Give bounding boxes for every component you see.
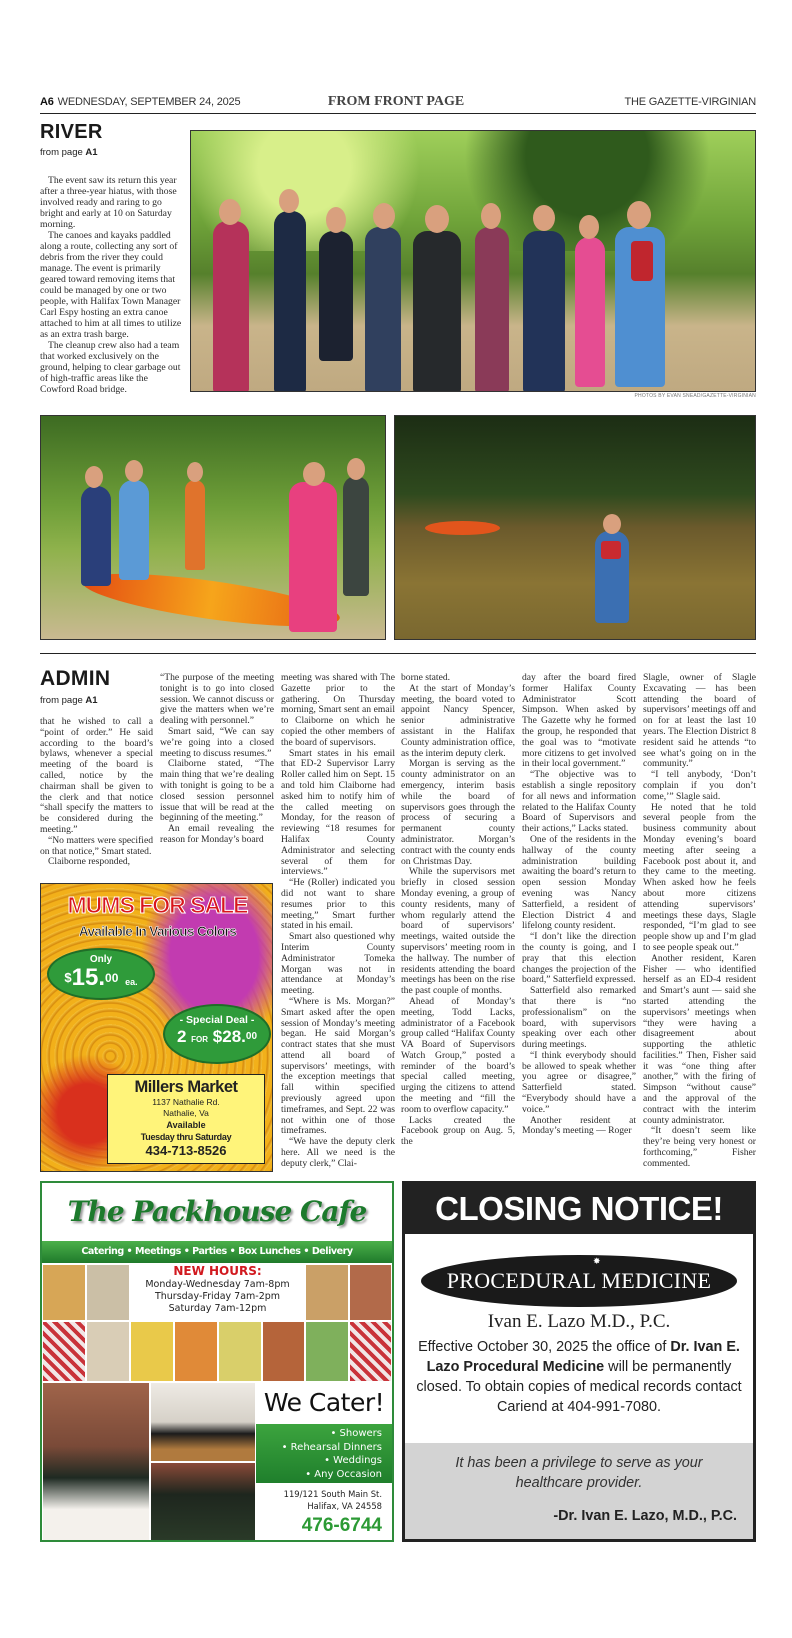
we-cater-heading: We Cater!	[256, 1382, 392, 1424]
paragraph: Smart said, “We can say we’re going into a closed meeting to discuss resumes.”	[160, 725, 274, 759]
river-wading-photo	[394, 415, 756, 640]
river-group-photo	[190, 130, 756, 392]
paragraph: “I think everybody should be allowed to speak whether you agree or disagree,” Satterfield stated. “Everybody should have a voice.”	[522, 1049, 636, 1115]
body-text: will be permanently closed. To obtain copies of medical records contact Cariend at 404-991-7080.	[416, 1359, 742, 1415]
paragraph: meeting was shared with The Gazette prior to the gathering. On Thursday morning, Smart sent an email to Claiborne on which he copied the other members of the board of supervisors.	[281, 672, 395, 748]
millers-market-ad	[40, 883, 273, 1172]
admin-jump-line	[40, 695, 98, 706]
services-bar: Catering • Meetings • Parties • Box Lunches • Delivery	[42, 1241, 392, 1263]
occasions-list	[256, 1424, 392, 1483]
admin-column-6	[643, 673, 756, 1170]
paragraph: Ahead of Monday’s meeting, Todd Lacks, administrator of a Facebook group called “Halifax County VA Board of Supervisors Watch Group,” posted a reminder of the board’s special called meeting, urging the citizens to attend the meeting and “fill the room to overflow capacity.”	[401, 995, 515, 1115]
issue-date: WEDNESDAY, SEPTEMBER 24, 2025	[57, 96, 241, 108]
paragraph: “We have the deputy clerk here. All we need is the deputy clerk,” Clai-	[281, 1136, 395, 1169]
closing-headline: CLOSING NOTICE!	[405, 1184, 753, 1234]
paragraph: Morgan is serving as the county administrator on an emergency, interim basis while the board of supervisors goes through the process of securing a permanent county administrator. Morgan’s contract with the county ends on Christmas Day.	[401, 758, 515, 867]
admin-column-3	[281, 673, 395, 1170]
page-number: A6	[40, 96, 54, 108]
availability-days: Tuesday thru Saturday	[140, 1132, 232, 1142]
paragraph: that he wished to call a “point of order.” He said according to the board’s bylaws, whenever a special meeting of the board is called, notice by the chairman shall be given to the clerk and that notice “shall specify the matters to be considered during the meeting.”	[40, 716, 153, 835]
price-currency: $	[64, 970, 72, 985]
address-line-2: Halifax, VA 24558	[307, 1501, 382, 1511]
deal-qty: 2	[176, 1027, 187, 1046]
price-whole: 15.	[71, 964, 106, 991]
millers-market-info	[107, 1074, 265, 1164]
price-cents: 00	[105, 971, 119, 985]
starburst-icon: ✸	[593, 1256, 601, 1266]
section-title: FROM FRONT PAGE	[327, 94, 465, 109]
hours-line: Saturday 7am-12pm	[168, 1303, 267, 1314]
paragraph: While the supervisors met briefly in closed session Monday evening, a group of county residents, many of whom regularly attend the board of supervisors’ meetings, waited outside the supervisors’ meeting room in the hallway. The number of residents attending the board meetings has been on the rise the past couple of months.	[401, 866, 515, 997]
availability-label: Available	[166, 1120, 206, 1130]
body-text: Effective October 30, 2025 the office of	[418, 1339, 667, 1355]
mums-headline: MUMS FOR SALE	[67, 892, 248, 918]
farewell-message: It has been a privilege to serve as your healthcare provider.	[455, 1455, 703, 1491]
paragraph: “The objective was to establish a single repository for all news and information related to the Halifax County Board of Supervisors and their actions,” Lacks stated.	[522, 769, 636, 835]
jump-page: A1	[85, 147, 98, 158]
admin-column-5	[522, 673, 636, 1137]
deal-label: - Special Deal -	[179, 1014, 255, 1026]
paragraph: “No matters were specified on that notice,” Smart stated.	[40, 834, 153, 857]
procedural-medicine-logo	[421, 1255, 737, 1307]
packhouse-cafe-ad	[40, 1181, 394, 1542]
paragraph: Claiborne stated, “The main thing that we’re dealing with tonight is going to be a closed session personnel issue that will be read at the beginning of the meeting.”	[160, 758, 274, 824]
paragraph: An email revealing the reason for Monday’s board	[160, 823, 274, 845]
paragraph: The event saw its return this year after a three-year hiatus, with those involved ready and raring to go bright and early at 10 on Saturday morning.	[40, 175, 177, 230]
closing-notice-ad	[402, 1181, 756, 1542]
price-badge	[49, 950, 153, 998]
admin-column-1	[40, 717, 153, 868]
practice-name: Dr. Ivan E. Lazo Procedural Medicine	[426, 1339, 740, 1375]
river-jump-line	[40, 147, 98, 158]
paragraph: He noted that he told several people from the business community about Monday evening’s board meeting after seeing a Facebook post about it, and they came to the meeting. When asked how he feels about more citizens attending supervisors’ meetings these days, Slagle responded, “I’m glad to see people show up and I’m glad to see people speak out.”	[643, 801, 756, 953]
paragraph: “The purpose of the meeting tonight is to go into closed session. We cannot discuss or give the matters when we’re dealing with personnel.”	[160, 672, 274, 727]
paragraph: “Where is Ms. Morgan?” Smart asked after the open session of Monday’s meeting began. He said Morgan’s contract states that she must attend all board of supervisors’ meetings, with the exception meetings that fall within specified previously agreed upon timeframes, and Sept. 22 was not within one of those timeframes.	[281, 995, 395, 1137]
paragraph: Another resident, Karen Fisher — who identified herself as an ED-4 resident and Smart’s aunt — said she started attending the supervisors’ meetings when “they were having a disagreement about supporting the athletic facilities.” Then, Fisher said it was “one thing after another,” with the firing of Simpson “without cause” and the approval of the contract with the interim county administrator.	[643, 952, 756, 1126]
river-article-text	[40, 175, 184, 395]
hours-line: Monday-Wednesday 7am-8pm	[145, 1279, 290, 1290]
paragraph: borne stated.	[401, 672, 451, 683]
paragraph: “It doesn’t seem like they’re being very honest or forthcoming,” Fisher commented.	[643, 1125, 756, 1169]
kayak-launch-photo	[40, 415, 386, 640]
logo-text: PROCEDURAL MEDICINE	[446, 1268, 712, 1293]
paragraph: Smart also questioned why Interim County Administrator Tomeka Morgan was not in attendance at Monday’s meeting.	[281, 931, 395, 997]
occasion-item: • Showers	[330, 1428, 382, 1439]
only-label: Only	[89, 954, 113, 965]
occasion-item: • Rehearsal Dinners	[281, 1441, 382, 1453]
paragraph: One of the residents in the hallway of the county administration building awaiting the board’s return to open session Monday evening was Nancy Satterfield, a resident of Election District 4 and lifelong county resident.	[522, 833, 636, 932]
closing-footer	[405, 1443, 753, 1542]
business-name: Millers Market	[134, 1078, 238, 1096]
jump-page: A1	[85, 695, 98, 706]
paragraph: Lacks created the Facebook group on Aug. 5, the	[401, 1114, 515, 1148]
paragraph: day after the board fired former Halifax County Administrator Scott Simpson. When asked by The Gazette why he formed the group, he responded that the goal was to “motivate more citizens to get involved in their local government.”	[522, 672, 636, 770]
paragraph: Smart states in his email that ED-2 Supervisor Larry Roller called him on Sept. 15 and told him Claiborne had asked him to notify him of the called meeting on Monday, for the reason of reviewing “18 resumes for Halifax County Administrator and selecting several of them for interviews.”	[281, 747, 395, 878]
paragraph: The canoes and kayaks paddled along a route, collecting any sort of debris from the river they could manage. The event is primarily geared toward removing items that could be managed by one or two people, with Halifax Town Manager Carl Espy hosting an extra canoe attached to him at all times to utilize as an extra trash barge.	[40, 230, 182, 340]
packhouse-address	[256, 1483, 392, 1542]
hours-line: Thursday-Friday 7am-2pm	[154, 1291, 281, 1302]
paragraph: At the start of Monday’s meeting, the board voted to appoint Nancy Spencer, senior administrative assistant in the Halifax County administration office, as the interim deputy clerk.	[401, 682, 515, 759]
deal-price: $28.	[212, 1027, 246, 1046]
phone-number: 434-713-8526	[145, 1143, 227, 1158]
price-unit: ea.	[125, 977, 138, 987]
paragraph: The cleanup crew also had a team that worked exclusively on the ground, helping to clear garbage out of high-traffic areas like the Cowford Road bridge.	[40, 340, 181, 395]
occasion-item: • Any Occasion	[305, 1468, 382, 1480]
mums-subheadline: Available In Various Colors	[78, 924, 237, 939]
paragraph: Claiborne responded,	[48, 856, 131, 868]
new-hours-panel	[130, 1264, 305, 1321]
phone-number: 476-6744	[301, 1515, 382, 1536]
paragraph: “He (Roller) indicated you did not want to share resumes prior to this meeting,” Smart further stated in his email.	[281, 877, 395, 932]
river-kicker: RIVER	[40, 121, 103, 143]
deal-for: FOR	[191, 1035, 209, 1044]
occasion-item: • Weddings	[324, 1455, 382, 1466]
address-line-1: 1137 Nathalie Rd.	[152, 1097, 220, 1107]
paragraph: Another resident at Monday’s meeting — Roger	[522, 1114, 636, 1137]
doctor-name: Ivan E. Lazo M.D., P.C.	[487, 1311, 671, 1332]
page-folio	[40, 96, 240, 108]
address-line-2: Nathalie, Va	[163, 1108, 209, 1118]
admin-column-4	[401, 673, 515, 1148]
section-divider	[40, 653, 756, 654]
admin-kicker: ADMIN	[40, 667, 111, 690]
photo-credit: PHOTOS BY EVAN SNEAD/GAZETTE-VIRGINIAN	[634, 393, 756, 399]
paragraph: “I tell anybody, ‘Don’t complain if you don’t come,’” Slagle said.	[643, 769, 756, 802]
header-divider	[40, 113, 756, 114]
closing-body	[415, 1337, 743, 1417]
signature: -Dr. Ivan E. Lazo, M.D., P.C.	[553, 1508, 737, 1524]
paper-name: THE GAZETTE-VIRGINIAN	[624, 96, 756, 108]
special-deal-badge	[165, 1006, 269, 1062]
paragraph: Satterfield also remarked that there is “no professionalism” on the board, with supervisors speaking over each other during meetings.	[522, 985, 636, 1051]
paragraph: “I don’t like the direction the county is going, and I pray that this election changes the projection of the board,” Satterfield expressed.	[522, 931, 636, 986]
packhouse-logo: The Packhouse Cafe	[67, 1195, 367, 1228]
address-line-1: 119/121 South Main St.	[283, 1489, 382, 1499]
paragraph: Slagle, owner of Slagle Excavating — has been attending the board of supervisors’ meetings off and on for at least the last 10 years. The Election District 8 resident said he attends “to see what’s going on in the community.”	[643, 672, 756, 770]
hours-title: NEW HOURS:	[173, 1264, 262, 1278]
deal-cents: 00	[245, 1031, 258, 1042]
jump-label: from page	[40, 695, 83, 706]
admin-column-2	[160, 673, 274, 846]
jump-label: from page	[40, 147, 83, 158]
